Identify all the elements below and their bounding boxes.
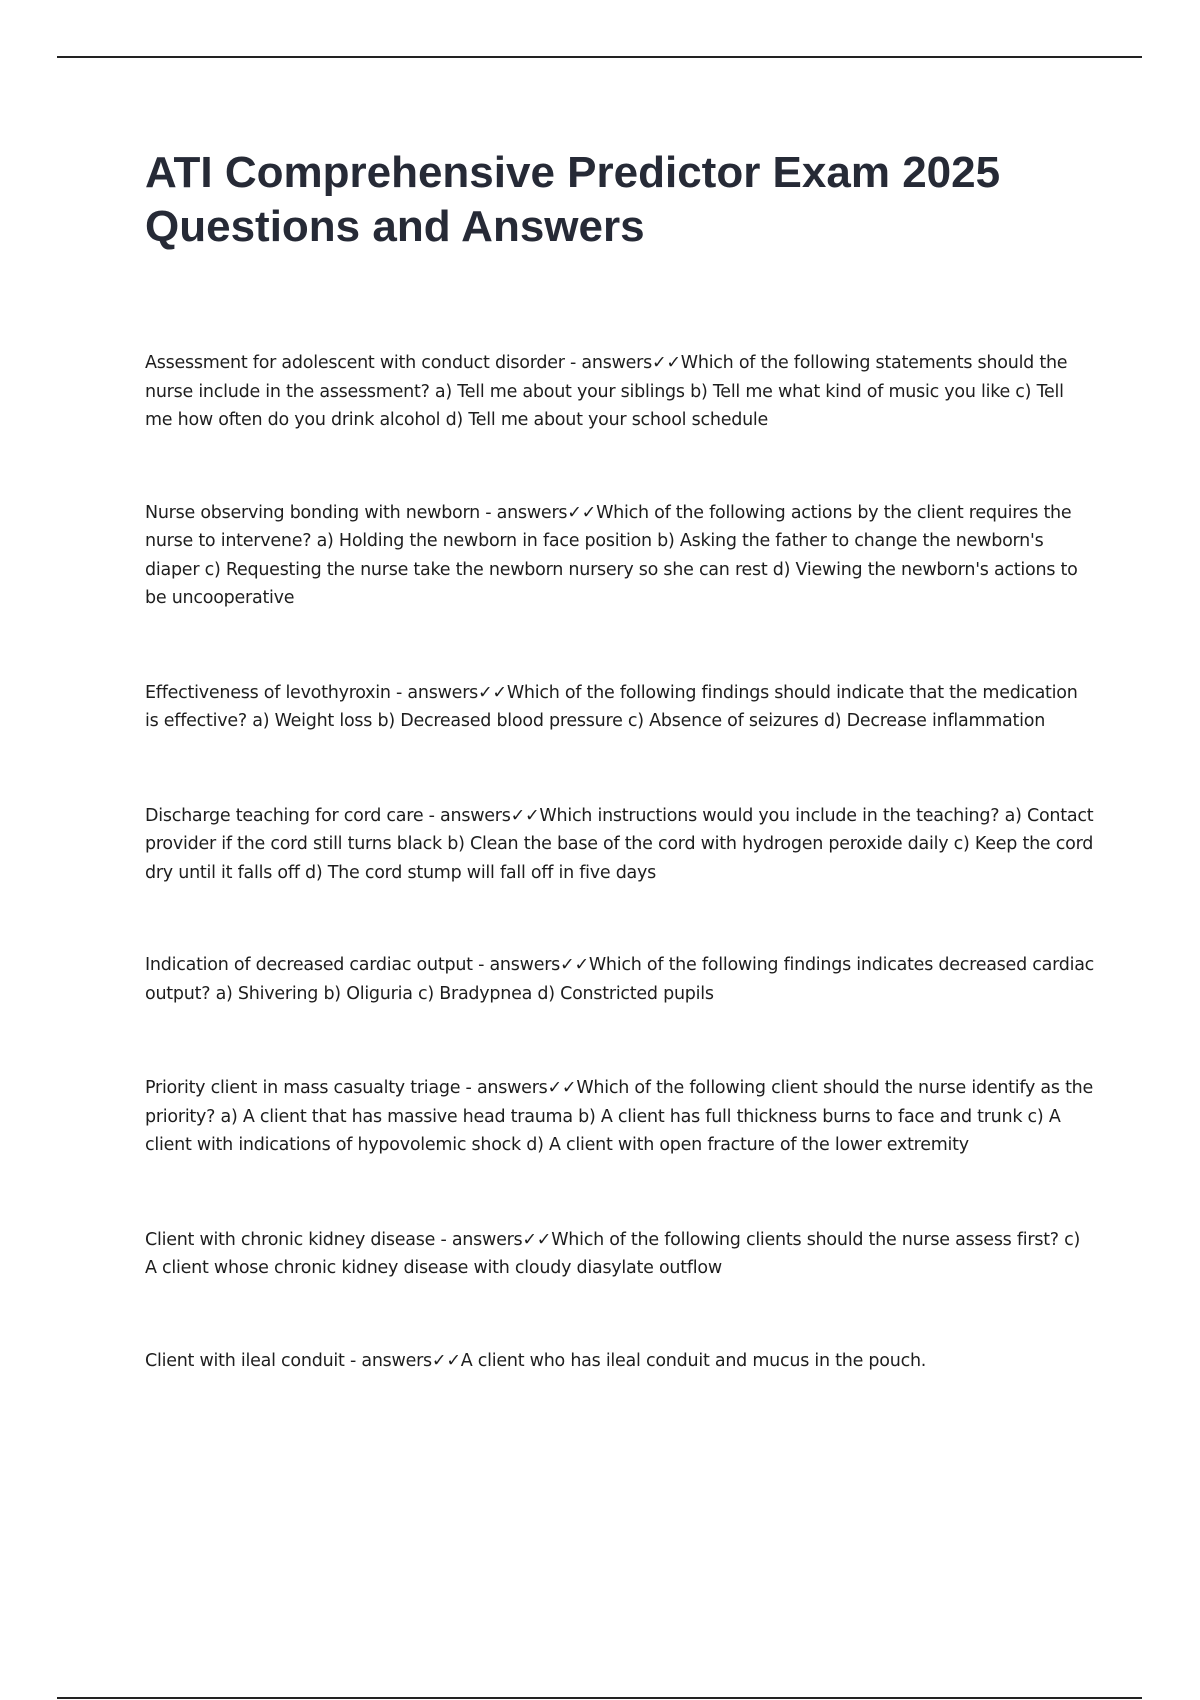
qa-item: Indication of decreased cardiac output - answers✓✓Which of the following findings indicates decreased cardiac output? a) Shivering b) Oliguria c) Bradypnea d) Constricted pupils: [145, 955, 1095, 1004]
qa-item: Client with ileal conduit - answers✓✓A client who has ileal conduit and mucus in the pouch.: [145, 1350, 927, 1371]
qa-item: Effectiveness of levothyroxin - answers✓✓Which of the following findings should indicate that the medication is effective? a) Weight loss b) Decreased blood pressure c) Absence of seizures d) Decrease inflammation: [145, 682, 1078, 731]
qa-item: Nurse observing bonding with newborn - answers✓✓Which of the following actions by the client requires the nurse to intervene? a) Holding the newborn in face position b) Asking the father to change the newborn's diaper c) Requesting the nurse take the newborn nursery so she can rest d) Viewing the newborn's actions to be uncooperative: [145, 502, 1078, 608]
bottom-rule: [57, 1697, 1142, 1699]
qa-item: Priority client in mass casualty triage - answers✓✓Which of the following client should the nurse identify as the priority? a) A client that has massive head trauma b) A client has full thickness burns to face and trunk c) A client with indications of hypovolemic shock d) A client with open fracture of the lower extremity: [145, 1078, 1094, 1155]
top-rule: [57, 56, 1142, 58]
qa-item: Client with chronic kidney disease - answers✓✓Which of the following clients should the nurse assess first? c) A client whose chronic kidney disease with cloudy diasylate outflow: [145, 1229, 1081, 1278]
qa-item: Discharge teaching for cord care - answers✓✓Which instructions would you include in the teaching? a) Contact provider if the cord still turns black b) Clean the base of the cord with hydrogen peroxide daily c) Keep the cord dry until it falls off d) The cord stump will fall off in five days: [145, 805, 1094, 883]
qa-list: [145, 349, 1095, 1375]
document-title: ATI Comprehensive Predictor Exam 2025 Questions and Answers: [145, 148, 1001, 251]
qa-item: Assessment for adolescent with conduct disorder - answers✓✓Which of the following statements should the nurse include in the assessment? a) Tell me about your siblings b) Tell me what kind of music you like c) Tell me how often do you drink alcohol d) Tell me about your school schedule: [145, 353, 1068, 430]
